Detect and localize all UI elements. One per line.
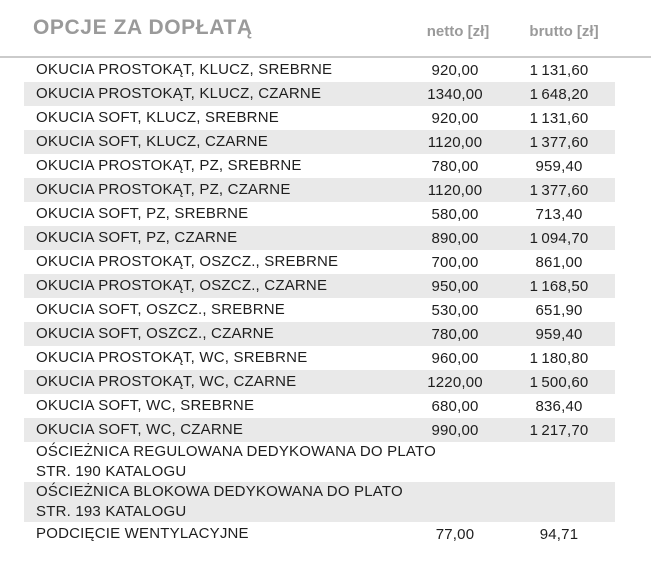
option-name-cell <box>24 130 407 154</box>
brutto-column-header: brutto [zł] <box>529 23 599 40</box>
option-name: OKUCIA PROSTOKĄT, OSZCZ., SREBRNE <box>36 253 339 270</box>
option-name-cell <box>24 370 407 394</box>
table-row <box>24 522 615 546</box>
table-row <box>24 322 615 346</box>
table-row <box>24 82 615 106</box>
option-name: OKUCIA SOFT, PZ, SREBRNE <box>36 205 249 222</box>
netto-value: 780,00 <box>431 325 479 343</box>
netto-value: 77,00 <box>435 525 475 543</box>
option-name-cell <box>24 394 407 418</box>
option-name: OKUCIA SOFT, OSZCZ., SREBRNE <box>36 301 285 318</box>
option-name-cell <box>24 226 407 250</box>
price-table <box>24 58 615 546</box>
option-name-cell <box>24 178 407 202</box>
brutto-value: 959,40 <box>535 325 583 343</box>
brutto-value: 1 180,80 <box>529 349 589 367</box>
option-name-cell <box>24 322 407 346</box>
table-row <box>24 394 615 418</box>
option-name-cell <box>24 442 615 482</box>
option-name: OKUCIA PROSTOKĄT, KLUCZ, CZARNE <box>36 85 322 102</box>
netto-value: 920,00 <box>431 109 479 127</box>
option-name-line2: STR. 193 KATALOGU <box>36 503 187 520</box>
brutto-value: 861,00 <box>535 253 583 271</box>
option-name: OŚCIEŻNICA BLOKOWA DEDYKOWANA DO PLATO <box>36 483 403 500</box>
table-row <box>24 346 615 370</box>
option-name-cell <box>24 154 407 178</box>
netto-value: 1220,00 <box>427 373 483 391</box>
netto-value: 530,00 <box>431 301 479 319</box>
brutto-value: 94,71 <box>539 525 579 543</box>
option-name-cell <box>24 418 407 442</box>
table-row <box>24 274 615 298</box>
option-name: PODCIĘCIE WENTYLACYJNE <box>36 525 249 542</box>
table-row <box>24 250 615 274</box>
option-name: OKUCIA SOFT, WC, CZARNE <box>36 421 244 438</box>
netto-value: 1120,00 <box>427 181 483 199</box>
brutto-value: 1 217,70 <box>529 421 589 439</box>
option-name-line2: STR. 190 KATALOGU <box>36 463 187 480</box>
brutto-value: 1 377,60 <box>529 133 589 151</box>
netto-column-header: netto [zł] <box>426 23 490 40</box>
brutto-value: 1 168,50 <box>529 277 589 295</box>
table-row <box>24 178 615 202</box>
brutto-value: 1 131,60 <box>529 61 589 79</box>
option-name-cell <box>24 274 407 298</box>
netto-value: 580,00 <box>431 205 479 223</box>
brutto-value: 1 500,60 <box>529 373 589 391</box>
option-name-cell <box>24 522 407 546</box>
brutto-value: 1 094,70 <box>529 229 589 247</box>
option-name-cell <box>24 202 407 226</box>
table-row <box>24 482 615 522</box>
brutto-value: 836,40 <box>535 397 583 415</box>
netto-value: 1340,00 <box>427 85 483 103</box>
option-name-cell <box>24 346 407 370</box>
brutto-value: 713,40 <box>535 205 583 223</box>
table-row <box>24 202 615 226</box>
table-row <box>24 298 615 322</box>
option-name: OKUCIA SOFT, WC, SREBRNE <box>36 397 255 414</box>
option-name: OKUCIA PROSTOKĄT, PZ, CZARNE <box>36 181 291 198</box>
table-row <box>24 58 615 82</box>
option-name-cell <box>24 298 407 322</box>
option-name-cell <box>24 482 615 522</box>
brutto-value: 1 648,20 <box>529 85 589 103</box>
option-name-cell <box>24 106 407 130</box>
brutto-value: 1 131,60 <box>529 109 589 127</box>
option-name: OKUCIA SOFT, KLUCZ, SREBRNE <box>36 109 279 126</box>
netto-value: 950,00 <box>431 277 479 295</box>
option-name: OŚCIEŻNICA REGULOWANA DEDYKOWANA DO PLATO <box>36 443 436 460</box>
table-row <box>24 418 615 442</box>
table-row <box>24 106 615 130</box>
option-name-cell <box>24 82 407 106</box>
page-title: OPCJE ZA DOPŁATĄ <box>33 16 253 39</box>
option-name-cell <box>24 58 407 82</box>
table-row <box>24 130 615 154</box>
netto-value: 960,00 <box>431 349 479 367</box>
netto-value: 780,00 <box>431 157 479 175</box>
netto-value: 890,00 <box>431 229 479 247</box>
table-row <box>24 370 615 394</box>
option-name: OKUCIA SOFT, KLUCZ, CZARNE <box>36 133 268 150</box>
brutto-value: 651,90 <box>535 301 583 319</box>
option-name: OKUCIA PROSTOKĄT, WC, CZARNE <box>36 373 297 390</box>
table-row <box>24 154 615 178</box>
brutto-value: 959,40 <box>535 157 583 175</box>
netto-value: 990,00 <box>431 421 479 439</box>
option-name: OKUCIA PROSTOKĄT, WC, SREBRNE <box>36 349 308 366</box>
netto-value: 920,00 <box>431 61 479 79</box>
table-row <box>24 442 615 482</box>
table-row <box>24 226 615 250</box>
option-name: OKUCIA PROSTOKĄT, PZ, SREBRNE <box>36 157 302 174</box>
option-name: OKUCIA PROSTOKĄT, OSZCZ., CZARNE <box>36 277 328 294</box>
netto-value: 1120,00 <box>427 133 483 151</box>
netto-value: 680,00 <box>431 397 479 415</box>
brutto-value: 1 377,60 <box>529 181 589 199</box>
option-name: OKUCIA SOFT, PZ, CZARNE <box>36 229 238 246</box>
netto-value: 700,00 <box>431 253 479 271</box>
option-name: OKUCIA SOFT, OSZCZ., CZARNE <box>36 325 274 342</box>
option-name-cell <box>24 250 407 274</box>
option-name: OKUCIA PROSTOKĄT, KLUCZ, SREBRNE <box>36 61 333 78</box>
